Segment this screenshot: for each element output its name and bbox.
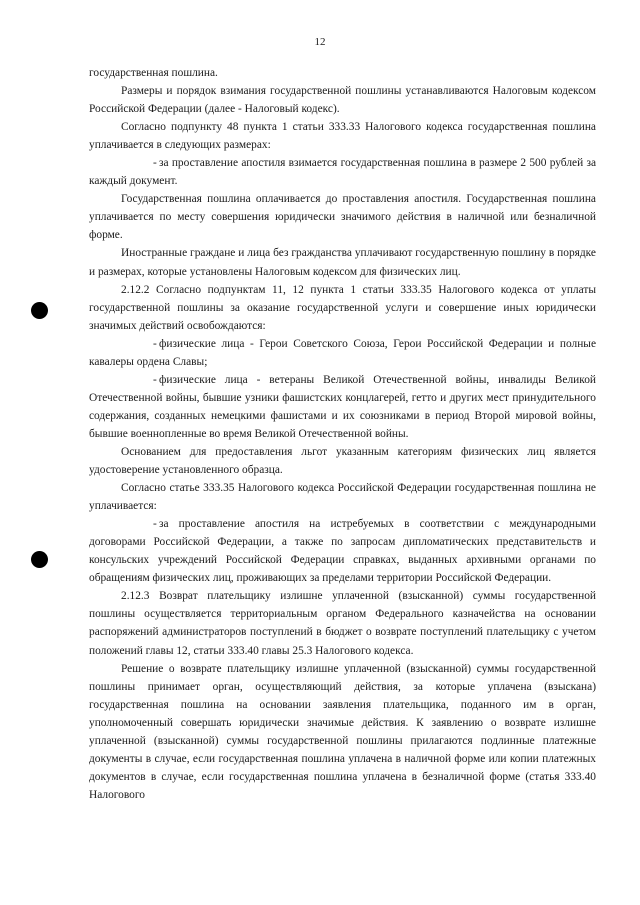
- dash-marker: -: [153, 373, 157, 386]
- list-item-text: физические лица - Герои Советского Союза, Герои Российской Федерации и полные кавалеры ордена Славы;: [89, 337, 596, 368]
- list-item-text: за проставление апостиля взимается государственная пошлина в размере 2 500 рублей за каждый документ.: [89, 157, 596, 188]
- list-item: [89, 371, 596, 443]
- paragraph: Решение о возврате плательщику излишне уплаченной (взысканной) суммы государственной пошлины принимает орган, осуществляющий действия, за которые уплачена (взыскана) государственная пошлина на основании заявления плательщика, поданного им в орган, уполномоченный совершать юридически значимые действия. К заявлению о возврате излишне уплаченной (взысканной) суммы государственной пошлины прилагаются подлинные платежные документы в случае, если государственная пошлина уплачена в наличной форме или копии платежных документов в случае, если государственная пошлина уплачена в безналичной форме (статья 333.40 Налогового: [89, 662, 596, 801]
- paragraph: Иностранные граждане и лица без гражданства уплачивают государственную пошлину в порядке и размерах, которые установлены Налоговым кодексом для физических лиц.: [89, 247, 596, 278]
- dash-marker: -: [153, 157, 157, 170]
- document-body: [89, 64, 596, 804]
- dash-marker: -: [153, 518, 157, 531]
- page-number: 12: [314, 36, 326, 48]
- list-item: [89, 154, 596, 190]
- list-item-text: за проставление апостиля на истребуемых в соответствии с международными договорами Российской Федерации, а также по запросам дипломатических представительств и консульских учреждений Российской Федерации справках, выданных архивными органами по обращениям физических лиц, проживающих за пределами территории Российской Федерации.: [89, 518, 596, 585]
- list-item: [89, 515, 596, 587]
- dash-marker: -: [153, 337, 157, 350]
- paragraph: государственная пошлина.: [89, 67, 218, 79]
- punch-hole: [31, 302, 48, 319]
- paragraph: Согласно статье 333.35 Налогового кодекса Российской Федерации государственная пошлина не уплачивается:: [89, 482, 596, 513]
- section-paragraph: 2.12.2 Согласно подпунктам 11, 12 пункта 1 статьи 333.35 Налогового кодекса от уплаты государственной пошлины за оказание государственной услуги и совершение иных юридически значимых действий освобождаются:: [89, 283, 596, 332]
- paragraph: Согласно подпункту 48 пункта 1 статьи 333.33 Налогового кодекса государственная пошлина уплачивается в следующих размерах:: [89, 121, 596, 152]
- punch-hole: [31, 551, 48, 568]
- list-item-text: физические лица - ветераны Великой Отечественной войны, инвалиды Великой Отечественной войны, бывшие узники фашистских концлагерей, гетто и других мест принудительного содержания, созданных немецкими фашистами и их союзниками в период Второй мировой войны, бывшие военнопленные во время Великой Отечественной войны.: [89, 373, 596, 440]
- list-item: [89, 335, 596, 371]
- section-paragraph: 2.12.3 Возврат плательщику излишне уплаченной (взысканной) суммы государственной пошлины осуществляется территориальным органом Федерального казначейства на основании распоряжений администраторов поступлений в бюджет о возврате поступлений плательщику с учетом положений главы 12, статьи 333.40 главы 25.3 Налогового кодекса.: [89, 590, 596, 657]
- paragraph: Государственная пошлина оплачивается до проставления апостиля. Государственная пошлина уплачивается по месту совершения юридически значимого действия в наличной или безналичной форме.: [89, 193, 596, 242]
- paragraph: Размеры и порядок взимания государственной пошлины устанавливаются Налоговым кодексом Российской Федерации (далее - Налоговый кодекс).: [89, 85, 596, 116]
- paragraph: Основанием для предоставления льгот указанным категориям физических лиц является удостоверение установленного образца.: [89, 445, 596, 477]
